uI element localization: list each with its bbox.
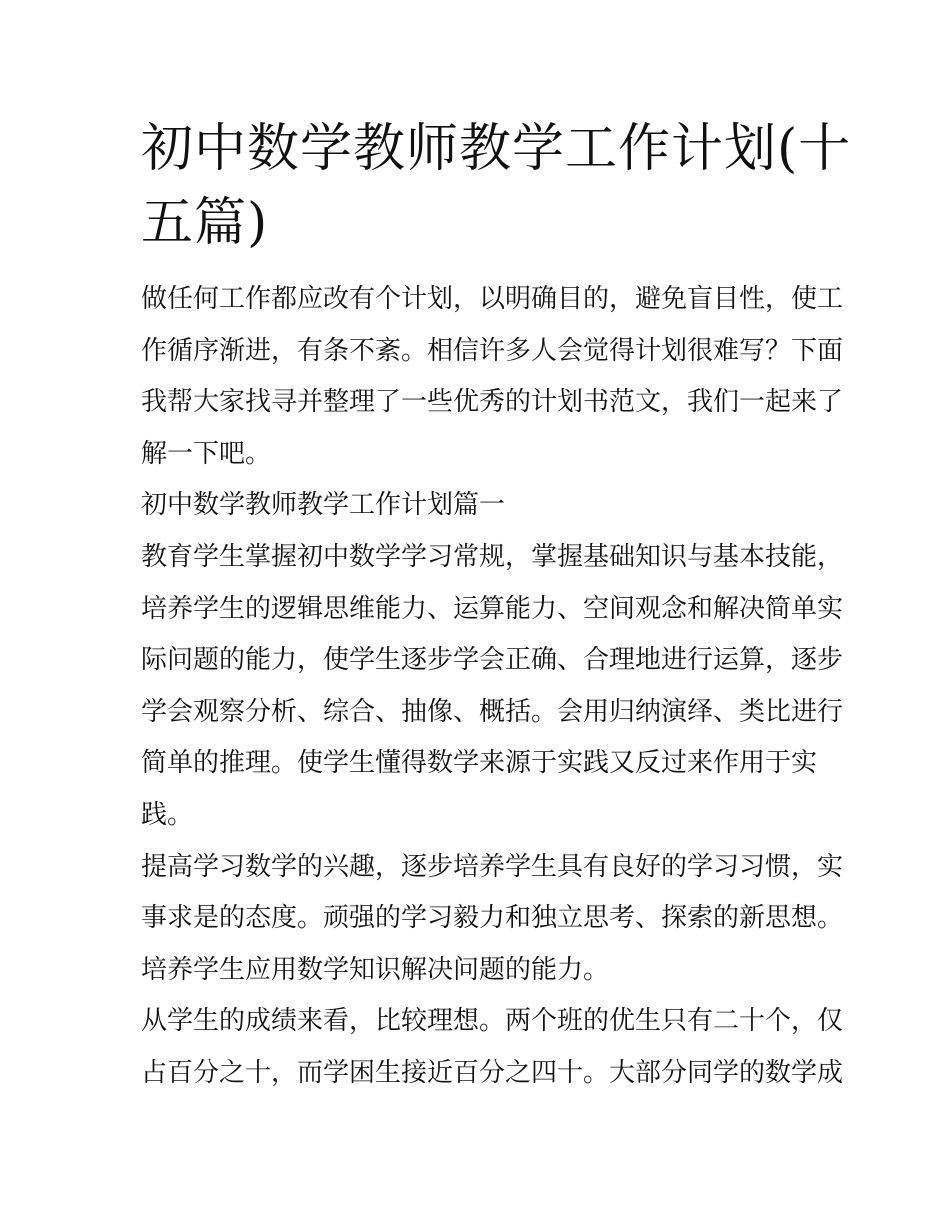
interest-paragraph [141,842,844,997]
text-line: 从学生的成绩来看，比较理想。两个班的优生只有二十个，仅 [141,1006,844,1037]
text-line: 学会观察分析、综合、抽像、概括。会用归纳演绎、类比进行 [141,696,844,727]
document-page [141,112,852,1100]
title-line: 五篇) [141,193,269,253]
text-line: 培养学生应用数学知识解决问题的能力。 [141,954,610,985]
text-line: 教育学生掌握初中数学学习常规，掌握基础知识与基本技能， [141,541,844,572]
text-line: 作循序渐进，有条不紊。相信许多人会觉得计划很难写？下面 [141,335,844,366]
text-line: 解一下吧。 [141,438,272,469]
text-line: 我帮大家找寻并整理了一些优秀的计划书范文，我们一起来了 [141,387,844,418]
page-title [141,112,852,260]
goal-paragraph [141,532,844,842]
intro-paragraph [141,274,844,480]
text-line: 践。 [141,799,194,830]
heading-line: 初中数学教师教学工作计划篇一 [141,490,506,521]
document-body [141,274,844,1100]
text-line: 做任何工作都应改有个计划，以明确目的，避免盲目性，使工 [141,284,844,314]
text-line: 际问题的能力，使学生逐步学会正确、合理地进行运算，逐步 [141,645,844,676]
section-heading [141,480,816,532]
text-line: 培养学生的逻辑思维能力、运算能力、空间观念和解决简单实 [141,593,844,624]
situation-paragraph [141,996,844,1099]
text-line: 占百分之十，而学困生接近百分之四十。大部分同学的数学成 [141,1057,844,1088]
text-line: 事求是的态度。顽强的学习毅力和独立思考、探索的新思想。 [141,903,844,934]
text-line: 提高学习数学的兴趣，逐步培养学生具有良好的学习习惯，实 [141,851,844,882]
text-line: 简单的推理。使学生懂得数学来源于实践又反过来作用于实 [141,748,818,779]
title-line: 初中数学教师教学工作计划(十 [141,119,852,179]
